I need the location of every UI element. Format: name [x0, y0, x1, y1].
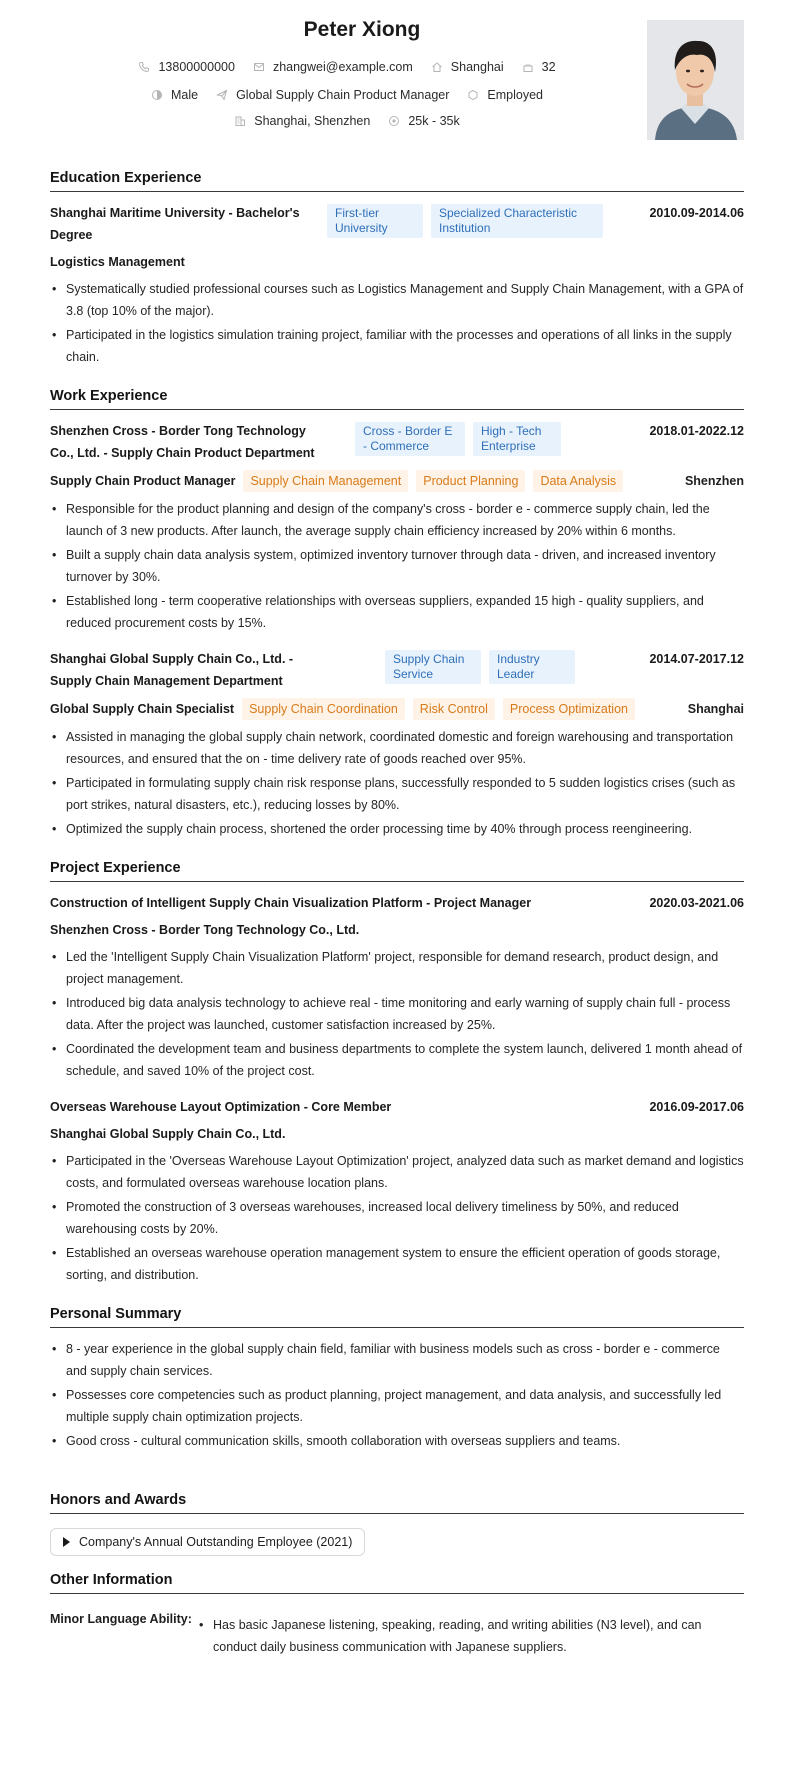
honors-section: [50, 1492, 744, 1556]
work-bullets: [50, 726, 744, 840]
bullet-item: • Good cross - cultural communication skills, smooth collaboration with overseas suppliers and teams.: [50, 1430, 744, 1452]
age-text: 32: [541, 60, 556, 74]
age-icon: [522, 61, 534, 73]
project-bullets: [50, 1150, 744, 1286]
profile-row: [50, 88, 644, 102]
work-entry: [50, 648, 744, 840]
education-title: Education Experience: [50, 170, 744, 192]
bullet-item: • Promoted the construction of 3 overseas warehouses, increased local delivery timeliness by 50%, and reduced warehousing costs by 20%.: [50, 1196, 744, 1240]
mail-icon: [253, 61, 265, 73]
phone-item: [138, 60, 234, 74]
status-item: [467, 88, 543, 102]
project-name: Overseas Warehouse Layout Optimization - Core Member: [50, 1100, 392, 1114]
language-label: Minor Language Ability:: [50, 1612, 192, 1626]
major-name: Logistics Management: [50, 255, 185, 269]
bullet-item: • Possesses core competencies such as product planning, project management, and data analysis, and successfully led multiple supply chain optimization projects.: [50, 1384, 744, 1428]
phone-icon: [138, 61, 150, 73]
gender-icon: [151, 89, 163, 101]
project-section: [50, 860, 744, 1286]
expectation-row: [50, 114, 644, 128]
project-date: 2020.03-2021.06: [649, 896, 744, 910]
city-item: [431, 60, 504, 74]
company-tags: [355, 420, 561, 456]
salary-item: [388, 114, 459, 128]
candidate-name: Peter Xiong: [303, 18, 421, 41]
bullet-item: • Established an overseas warehouse operation management system to ensure the efficient operation of goods storage, sorting, and distribution.: [50, 1242, 744, 1286]
skill-tag: Risk Control: [413, 698, 495, 720]
bullet-item: • Built a supply chain data analysis system, optimized inventory turnover through data - driven, and increased inventory turnover by 30%.: [50, 544, 744, 588]
bullet-item: • Assisted in managing the global supply chain network, coordinated domestic and foreign warehousing and transportation resources, and ensured that the on - time delivery rate of goods reached over 95%.: [50, 726, 744, 770]
skill-tag: Supply Chain Management: [243, 470, 408, 492]
status-text: Employed: [487, 88, 543, 102]
target-cities-text: Shanghai, Shenzhen: [254, 114, 371, 128]
email-text: zhangwei@example.com: [272, 60, 413, 74]
city-text: Shanghai: [450, 60, 504, 74]
summary-section: [50, 1306, 744, 1452]
company-tag: High - Tech Enterprise: [473, 422, 561, 456]
school-tags: [327, 202, 603, 238]
phone-text: 13800000000: [158, 60, 235, 74]
skill-tag: Process Optimization: [503, 698, 635, 720]
job-location: Shanghai: [687, 702, 744, 716]
bullet-item: • Responsible for the product planning and design of the company's cross - border e - commerce supply chain, led the launch of 3 new products. After launch, the average supply chain efficiency increased by 20% within 6 months.: [50, 498, 744, 542]
salary-icon: [388, 115, 400, 127]
home-icon: [431, 61, 443, 73]
position-item: [216, 88, 449, 102]
project-name: Construction of Intelligent Supply Chain Visualization Platform - Project Manager: [50, 896, 532, 910]
project-entry: [50, 892, 744, 1082]
award-label: Company's Annual Outstanding Employee (2021): [79, 1535, 353, 1549]
language-bullets: [197, 1614, 744, 1660]
work-date: 2018.01-2022.12: [649, 424, 744, 438]
skill-tag: Supply Chain Coordination: [242, 698, 405, 720]
contact-row: [50, 60, 644, 74]
company-name: Shenzhen Cross - Border Tong Technology Co., Ltd. - Supply Chain Product Department: [50, 424, 315, 460]
bullet-item: • Has basic Japanese listening, speaking, reading, and writing abilities (N3 level), and can conduct daily business communication with Japanese suppliers.: [197, 1614, 744, 1658]
education-entry: [50, 202, 744, 368]
language-row: [50, 1608, 744, 1660]
bullet-item: • Systematically studied professional courses such as Logistics Management and Supply Chain Management, with a GPA of 3.8 (top 10% of the major).: [50, 278, 744, 322]
email-item: [253, 60, 413, 74]
company-tag: Supply Chain Service: [385, 650, 481, 684]
job-location: Shenzhen: [684, 474, 744, 488]
bullet-item: • Introduced big data analysis technology to achieve real - time monitoring and early warning of supply chain full - process data. After the project was launched, customer satisfaction increased by 25%.: [50, 992, 744, 1036]
expand-triangle-icon: [63, 1537, 70, 1547]
summary-bullets: [50, 1338, 744, 1452]
company-name: Shanghai Global Supply Chain Co., Ltd. - Supply Chain Management Department: [50, 652, 294, 688]
project-company: Shenzhen Cross - Border Tong Technology Co., Ltd.: [50, 923, 360, 937]
target-city-item: [234, 114, 370, 128]
bullet-item: • Participated in formulating supply chain risk response plans, successfully responded to 5 sudden logistics crises (such as port strikes, natural disasters, etc.), reducing losses by 80%.: [50, 772, 744, 816]
work-date: 2014.07-2017.12: [649, 652, 744, 666]
other-title: Other Information: [50, 1572, 744, 1594]
age-item: [522, 60, 556, 74]
education-bullets: [50, 278, 744, 368]
bullet-item: • Participated in the 'Overseas Warehouse Layout Optimization' project, analyzed data such as market demand and logistics costs, and formulated overseas warehouse location plans.: [50, 1150, 744, 1194]
work-section: [50, 388, 744, 840]
honors-title: Honors and Awards: [50, 1492, 744, 1514]
job-role: Supply Chain Product Manager: [50, 474, 236, 488]
bullet-item: • Established long - term cooperative relationships with overseas suppliers, expanded 15 high - quality suppliers, and reduced procurement costs by 15%.: [50, 590, 744, 634]
bullet-item: • Participated in the logistics simulation training project, familiar with the processes and operations of all links in the supply chain.: [50, 324, 744, 368]
work-title: Work Experience: [50, 388, 744, 410]
position-text: Global Supply Chain Product Manager: [236, 88, 450, 102]
gender-text: Male: [170, 88, 199, 102]
company-tag: Industry Leader: [489, 650, 575, 684]
salary-text: 25k - 35k: [408, 114, 460, 128]
resume-header: [50, 0, 744, 150]
project-bullets: [50, 946, 744, 1082]
summary-title: Personal Summary: [50, 1306, 744, 1328]
bullet-item: • Optimized the supply chain process, shortened the order processing time by 40% through process reengineering.: [50, 818, 744, 840]
school-name: Shanghai Maritime University - Bachelor's Degree: [50, 206, 300, 242]
project-company: Shanghai Global Supply Chain Co., Ltd.: [50, 1127, 286, 1141]
building-icon: [234, 115, 246, 127]
profile-photo: [647, 20, 744, 140]
project-date: 2016.09-2017.06: [649, 1100, 744, 1114]
bullet-item: • 8 - year experience in the global supply chain field, familiar with business models such as cross - border e - commerce and supply chain services.: [50, 1338, 744, 1382]
job-role: Global Supply Chain Specialist: [50, 702, 235, 716]
company-tags: [385, 648, 575, 684]
award-toggle[interactable]: [50, 1528, 365, 1556]
send-icon: [216, 89, 228, 101]
bullet-item: • Led the 'Intelligent Supply Chain Visualization Platform' project, responsible for demand research, product design, and project management.: [50, 946, 744, 990]
gender-item: [151, 88, 198, 102]
education-date: 2010.09-2014.06: [649, 206, 744, 220]
status-icon: [467, 89, 479, 101]
work-bullets: [50, 498, 744, 634]
school-tag: First-tier University: [327, 204, 423, 238]
school-tag: Specialized Characteristic Institution: [431, 204, 603, 238]
skill-tag: Data Analysis: [533, 470, 623, 492]
education-section: [50, 170, 744, 368]
project-title: Project Experience: [50, 860, 744, 882]
company-tag: Cross - Border E - Commerce: [355, 422, 465, 456]
project-entry: [50, 1096, 744, 1286]
skill-tag: Product Planning: [416, 470, 525, 492]
other-section: [50, 1572, 744, 1660]
bullet-item: • Coordinated the development team and business departments to complete the system launch, delivered 1 month ahead of schedule, and saved 10% of the project cost.: [50, 1038, 744, 1082]
work-entry: [50, 420, 744, 634]
